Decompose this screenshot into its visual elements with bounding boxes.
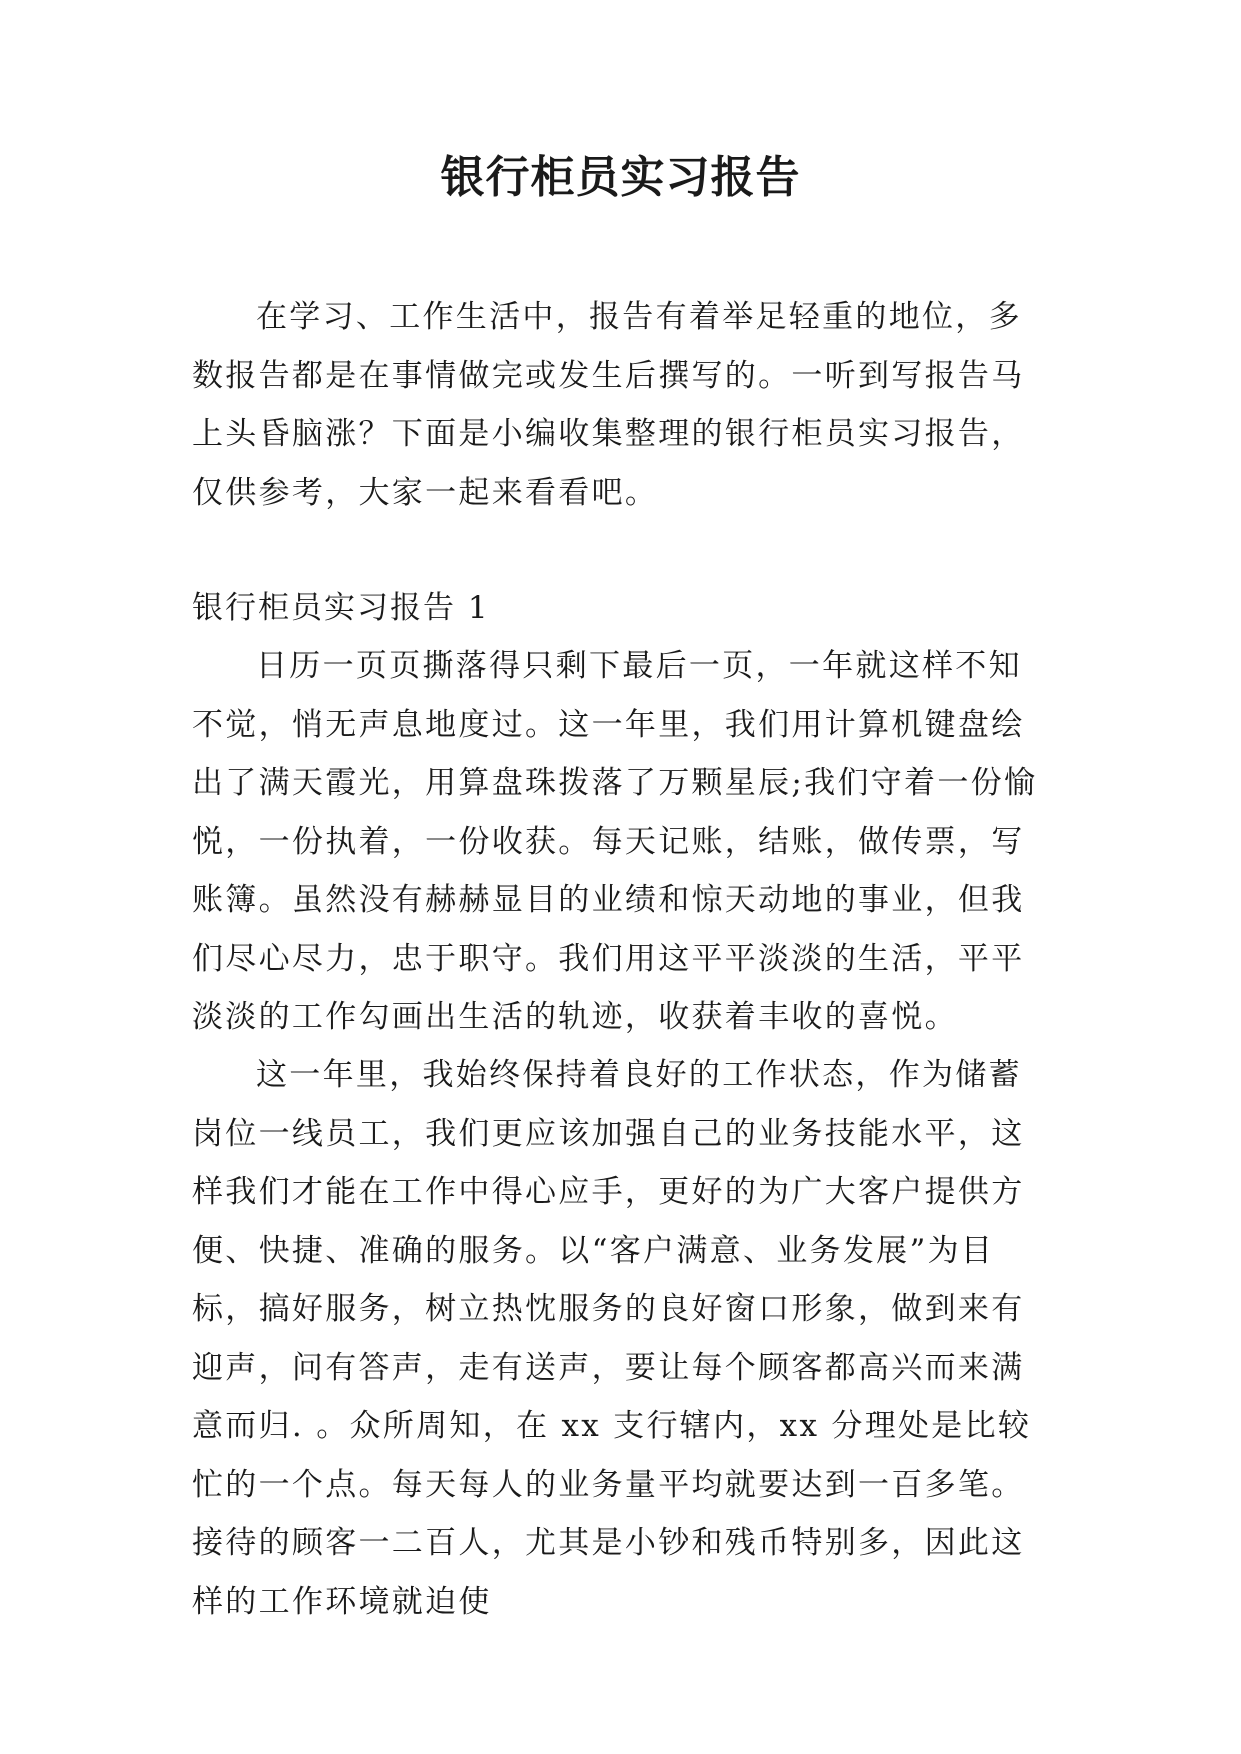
document-title: 银行柜员实习报告 [440, 152, 801, 203]
intro-paragraph: 在学习、工作生活中，报告有着举足轻重的地位，多数报告都是在事情做完或发生后撰写的。一听到写报告马上头昏脑涨？下面是小编收集整理的银行柜员实习报告，仅供参考，大家一起来看看吧。 [192, 299, 1025, 511]
body-paragraph-1: 日历一页页撕落得只剩下最后一页，一年就这样不知不觉，悄无声息地度过。这一年里，我们用计算机键盘绘出了满天霞光，用算盘珠拨落了万颗星辰;我们守着一份愉悦，一份执着，一份收获。每天记账，结账，做传票，写账簿。虽然没有赫赫显目的业绩和惊天动地的事业，但我们尽心尽力，忠于职守。我们用这平平淡淡的生活，平平淡淡的工作勾画出生活的轨迹，收获着丰收的喜悦。 [192, 648, 1038, 1035]
section-heading: 银行柜员实习报告 1 [192, 590, 490, 626]
body-paragraph-2: 这一年里，我始终保持着良好的工作状态，作为储蓄岗位一线员工，我们更应该加强自己的业务技能水平，这样我们才能在工作中得心应手，更好的为广大客户提供方便、快捷、准确的服务。以“客户满意、业务发展”为目标，搞好服务，树立热忱服务的良好窗口形象，做到来有迎声，问有答声，走有送声，要让每个顾客都高兴而来满意而归. 。众所周知，在 xx 支行辖内，xx 分理处是比较忙的一个点。每天每人的业务量平均就要达到一百多笔。接待的顾客一二百人，尤其是小钞和残币特别多，因此这样的工作环境就迫使 [192, 1057, 1032, 1620]
